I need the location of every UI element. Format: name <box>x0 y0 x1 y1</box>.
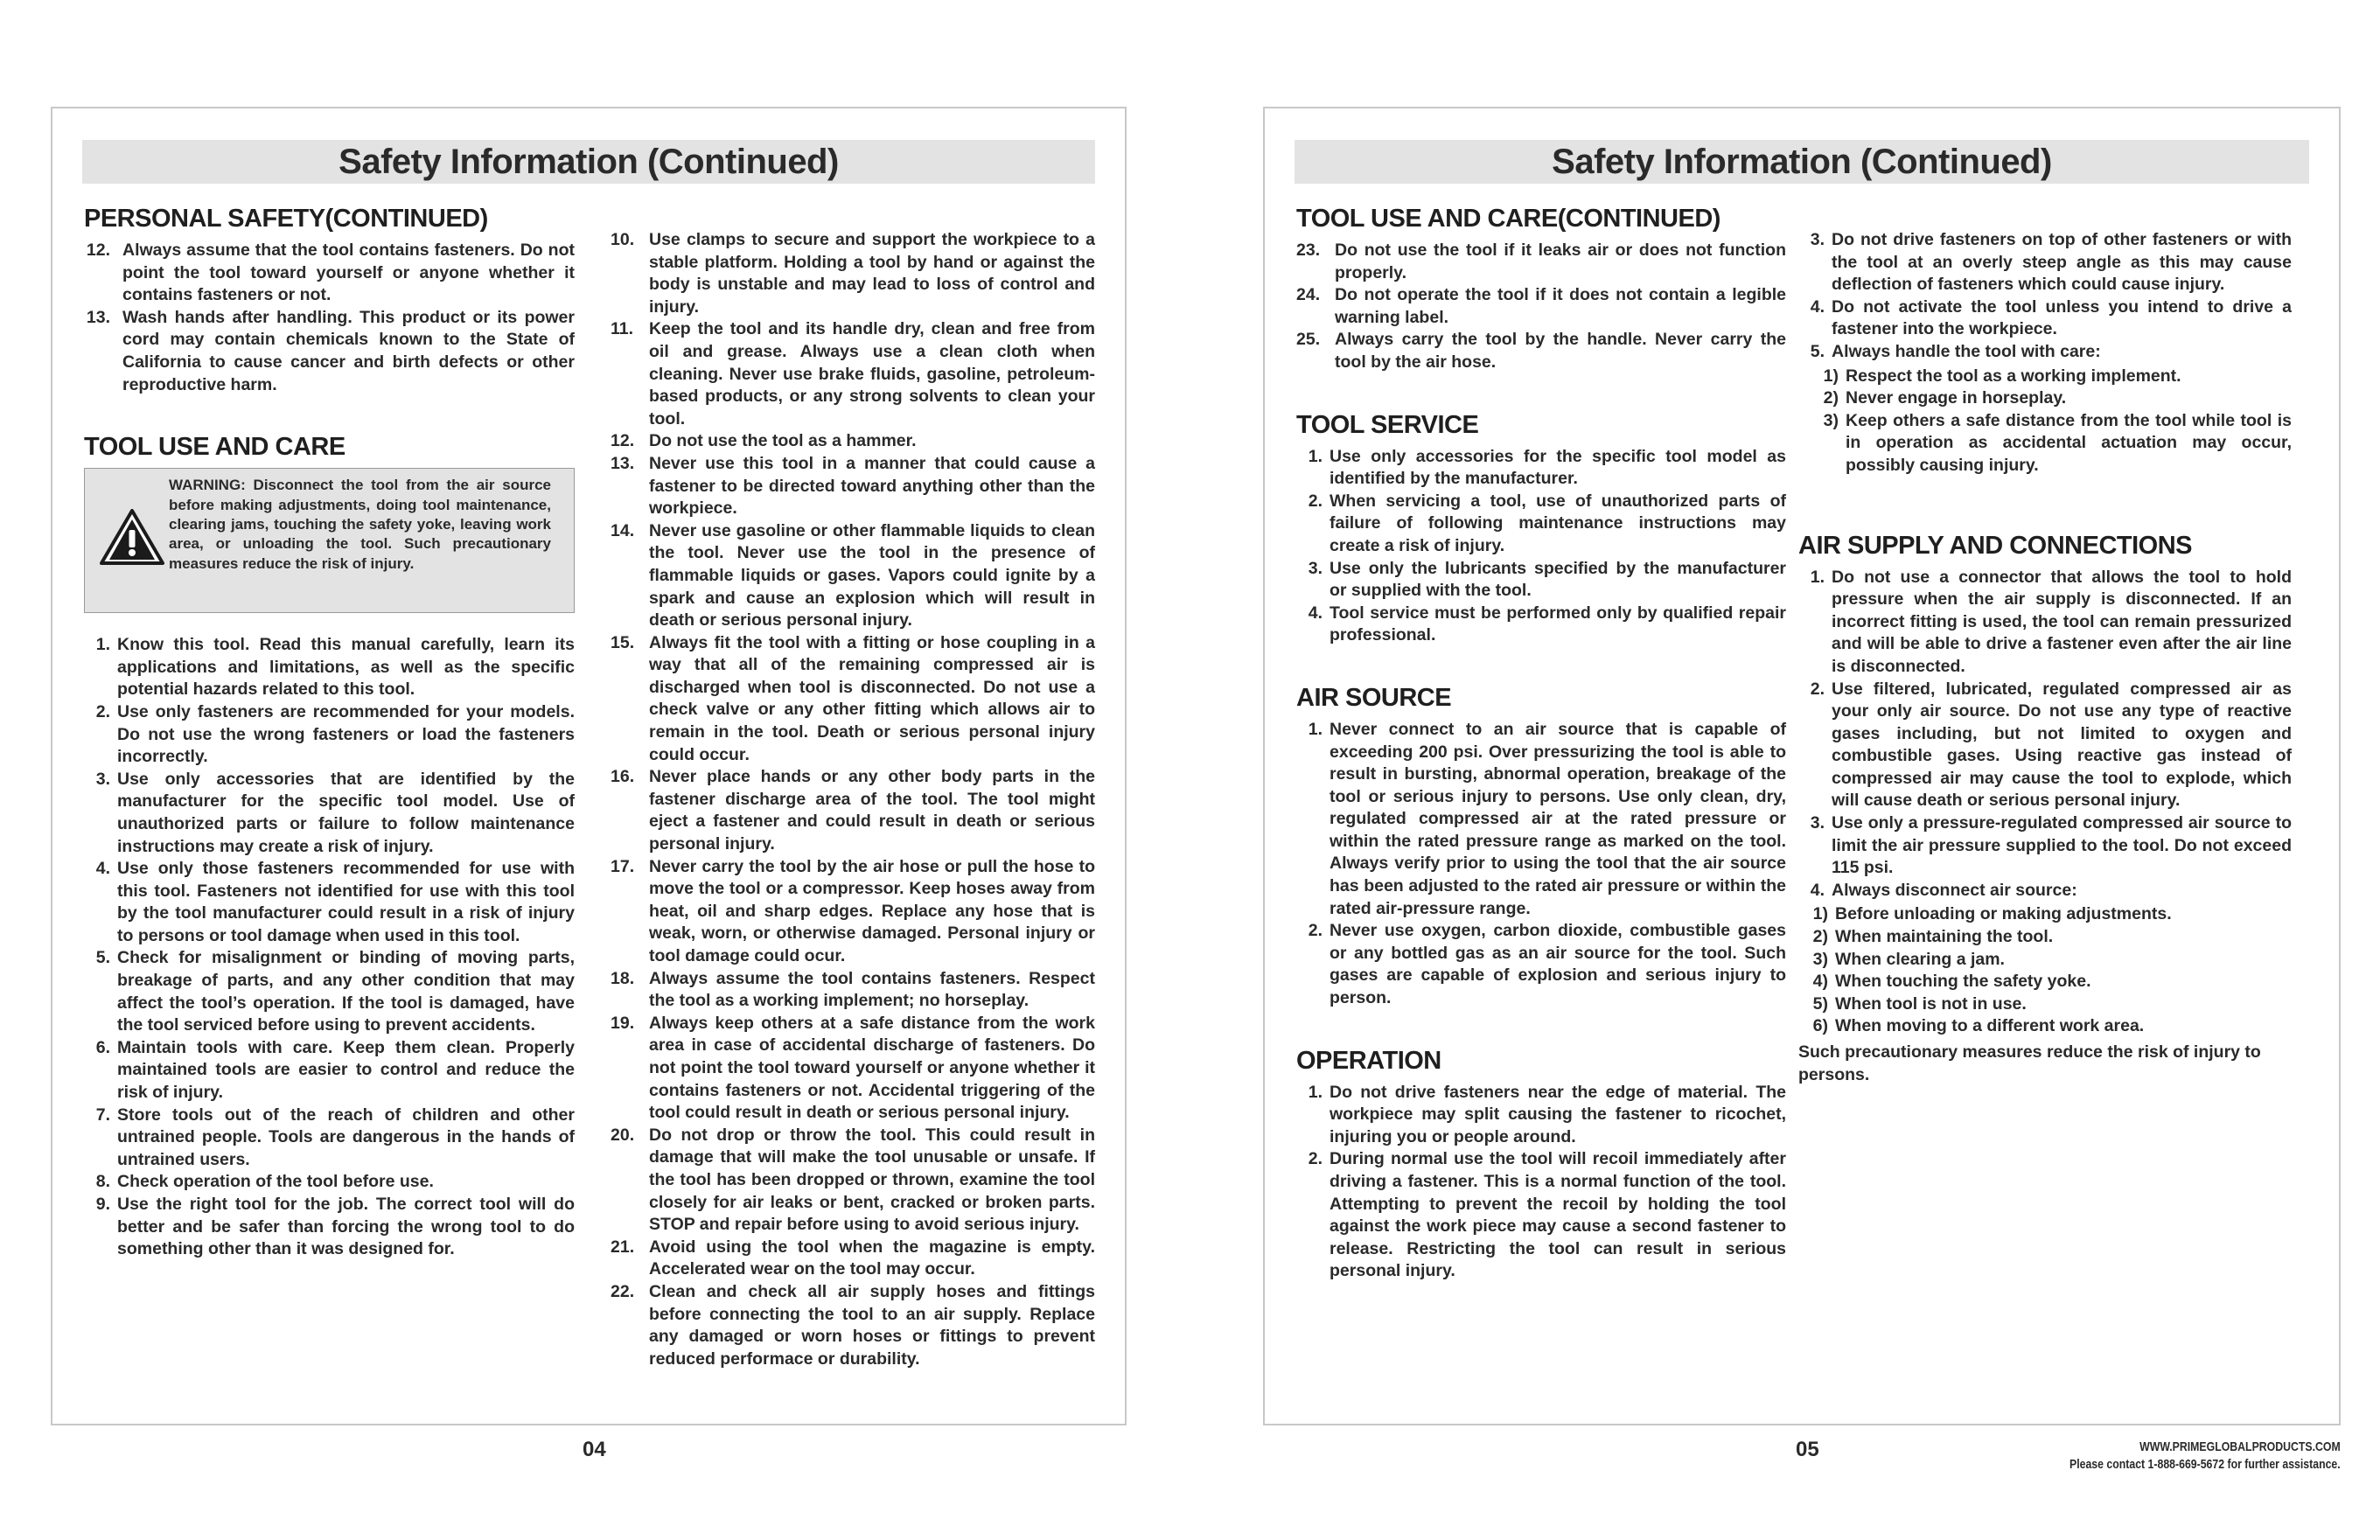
list-item: 7. Store tools out of the reach of children and other untrained people. Tools are dangerous in the hands of untrained users. <box>95 1104 575 1169</box>
page-title: Safety Information (Continued) <box>82 140 1095 184</box>
warning-triangle-icon <box>99 507 165 567</box>
list-item: 1) Before unloading or making adjustments. <box>1812 904 2172 924</box>
list-item: 12. Do not use the tool as a hammer. <box>611 431 917 451</box>
left-column-2 <box>611 229 1095 1370</box>
list-item: 2. Use only fasteners are recommended for your models. Do not use the wrong fasteners or load the fasteners incorrectly. <box>95 701 575 767</box>
list-item: 3) When clearing a jam. <box>1812 949 2005 969</box>
list-item: 1. Do not drive fasteners near the edge of material. The workpiece may split causing the fastener to ricochet, injuring you or people around. <box>1308 1082 1786 1146</box>
left-column-1 <box>84 203 575 1261</box>
contact-phone: Please contact 1-888-669-5672 for further assistance. <box>2069 1457 2341 1472</box>
personal-safety-list <box>84 240 575 396</box>
list-item: 21. Avoid using the tool when the magazine is empty. Accelerated wear on the tool may occur. <box>611 1237 1095 1279</box>
list-item: 25. Always carry the tool by the handle. Never carry the tool by the air hose. <box>1296 330 1786 372</box>
list-item: 9. Use the right tool for the job. The correct tool will do better and be safer than forcing the wrong tool to do something other than it was designed for. <box>95 1195 575 1259</box>
section-heading-operation: OPERATION <box>1296 1046 1441 1075</box>
list-item: 5) When tool is not in use. <box>1812 993 2027 1014</box>
tool-use-list <box>1296 240 1786 374</box>
list-item: 1. Do not use a connector that allows the tool to hold pressure when the air supply is disconnected. If an incorrect fitting is used, the tool can remain pressurized and will be able to drive a fastener even after the air line is disconnected. <box>1810 567 2292 676</box>
list-item: 24. Do not operate the tool if it does not contain a legible warning label. <box>1296 285 1786 327</box>
list-item: 2. Never use oxygen, carbon dioxide, combustible gases or any bottled gas as an air source for the tool. Such gases are capable of explosion and serious injury to person. <box>1308 921 1786 1008</box>
list-item: 4) When touching the safety yoke. <box>1812 972 2091 992</box>
list-item: 11. Keep the tool and its handle dry, clean and free from oil and grease. Always use a clean cloth when cleaning. Never use brake fluids, gasoline, petroleum-based products, or any strong solvents to clean your tool. <box>611 319 1095 429</box>
operation-list-continued <box>1798 229 2292 364</box>
manual-page-right <box>1263 107 2341 1425</box>
list-item: 1. Never connect to an air source that is capable of exceeding 200 psi. Over pressurizing the tool is able to result in bursting, abnormal operation, breakage of the tool or serious injury to persons. Use only clean, dry, regulated compressed air at the rated pressure or within the rated pressure range as marked on the tool. Always verify prior to using the tool that the air source has been adjusted to the rated air pressure or within the rated air-pressure range. <box>1308 719 1786 918</box>
list-item: 3. Use only the lubricants specified by the manufacturer or supplied with the tool. <box>1308 558 1786 601</box>
list-item: 4. Always disconnect air source: <box>1810 880 2077 900</box>
list-item: 10. Use clamps to secure and support the workpiece to a stable platform. Holding a tool by hand or against the body is unstable and may lead to loss of control and injury. <box>611 230 1095 317</box>
list-item: 16. Never place hands or any other body parts in the fastener discharge area of the tool. The tool might eject a fastener and could result in death or serious personal injury. <box>611 767 1095 854</box>
right-column-2 <box>1798 229 2292 1086</box>
list-item: 5. Check for misalignment or binding of moving parts, breakage of parts, and any other condition that may affect the tool’s operation. If the tool is damaged, have the tool serviced before using to prevent accidents. <box>95 948 575 1035</box>
list-item: 13. Wash hands after handling. This product or its power cord may contain chemicals known to the State of California to cause cancer and birth defects or other reproductive harm. <box>86 307 575 394</box>
list-item: 12. Always assume that the tool contains fasteners. Do not point the tool toward yourself or anyone whether it contains fasteners or not. <box>86 240 575 305</box>
list-item: 8. Check operation of the tool before use. <box>95 1172 434 1192</box>
list-item: 3) Keep others a safe distance from the tool while tool is in operation as accidental actuation may occur, possibly causing injury. <box>1823 410 2292 475</box>
list-item: 5. Always handle the tool with care: <box>1810 341 2101 361</box>
list-item: 15. Always fit the tool with a fitting or hose coupling in a way that all of the remaining compressed air is discharged when tool is disconnected. Do not use a check valve or any other fitting which allows air to remain in the tool. Death or serious personal injury could occur. <box>611 632 1095 764</box>
list-item: 20. Do not drop or throw the tool. This could result in damage that will make the tool unusable or unsafe. If the tool has been dropped or thrown, examine the tool closely for air leaks or bent, cracked or broken parts. STOP and repair before using to avoid serious injury. <box>611 1125 1095 1235</box>
list-item: 2) When maintaining the tool. <box>1812 927 2054 947</box>
air-source-list <box>1296 719 1786 1010</box>
list-item: 6) When moving to a different work area. <box>1812 1016 2145 1036</box>
list-item: 4. Tool service must be performed only by qualified repair professional. <box>1308 603 1786 645</box>
list-item: 1. Know this tool. Read this manual carefully, learn its applications and limitations, as well as the specific potential hazards related to this tool. <box>95 635 575 700</box>
section-heading-air-supply: AIR SUPPLY AND CONNECTIONS <box>1798 531 2192 560</box>
list-item: 6. Maintain tools with care. Keep them clean. Properly maintained tools are easier to control and reduce the risk of injury. <box>95 1037 575 1103</box>
list-item: 18. Always assume the tool contains fasteners. Respect the tool as a working implement; no horseplay. <box>611 968 1095 1011</box>
list-item: 3. Use only accessories that are identified by the manufacturer for the specific tool model. Use of unauthorized parts or failure to follow maintenance instructions may create a risk of injury. <box>95 769 575 856</box>
list-item: 17. Never carry the tool by the air hose or pull the hose to move the tool or a compressor. Keep hoses away from heat, oil and sharp edges. Replace any hose that is weak, worn, or otherwise damaged. Personal injury or tool damage could ocur. <box>611 856 1095 965</box>
list-item: 3. Do not drive fasteners on top of other fasteners or with the tool at an overly steep angle as this may cause deflection of fasteners which could cause injury. <box>1810 230 2292 295</box>
warning-box <box>84 468 575 613</box>
manual-page-left <box>51 107 1127 1425</box>
page-title: Safety Information (Continued) <box>1295 140 2309 184</box>
list-item: 19. Always keep others at a safe distance from the work area in case of accidental discharge of fasteners. Do not point the tool toward yourself or anyone whether it contains fasteners or not. Accidental triggering of the tool could result in death or serious personal injury. <box>611 1013 1095 1123</box>
list-item: 4. Use only those fasteners recommended for use with this tool. Fasteners not identified for use with this tool by the tool manufacturer could result in a risk of injury to persons or tool damage when used in this tool. <box>95 859 575 945</box>
tool-service-list <box>1296 446 1786 647</box>
list-item: 2. When servicing a tool, use of unauthorized parts of failure of following maintenance instructions may create a risk of injury. <box>1308 491 1786 555</box>
precaution-note: Such precautionary measures reduce the risk of injury to persons. <box>1798 1042 2261 1084</box>
section-heading-personal-safety: PERSONAL SAFETY(CONTINUED) <box>84 205 488 233</box>
list-item: 3. Use only a pressure-regulated compressed air source to limit the air pressure supplied to the tool. Do not exceed 115 psi. <box>1810 813 2292 878</box>
website-link[interactable]: WWW.PRIMEGLOBALPRODUCTS.COM <box>2139 1439 2341 1454</box>
section-heading-tool-use-continued: TOOL USE AND CARE(CONTINUED) <box>1296 205 1720 233</box>
list-item: 2. Use filtered, lubricated, regulated compressed air as your only air source. Do not use any type of reactive gases including, but not limited to oxygen and combustible gases. Using reactive gas instead of compressed air may cause the tool to explode, which will cause death or serious personal injury. <box>1810 679 2292 811</box>
list-item: 2) Never engage in horseplay. <box>1823 388 2067 408</box>
contact-info <box>2069 1439 2341 1474</box>
list-item: 22. Clean and check all air supply hoses and fittings before connecting the tool to an air supply. Replace any damaged or worn hoses or fittings to prevent reduced performace or durability. <box>611 1281 1095 1369</box>
list-item: 4. Do not activate the tool unless you intend to drive a fastener into the workpiece. <box>1810 296 2292 339</box>
section-heading-tool-use: TOOL USE AND CARE <box>84 433 345 462</box>
list-item: 14. Never use gasoline or other flammable liquids to clean the tool. Never use the tool in the presence of flammable liquids or gases. Vapors could ignite by a spark and cause an explosion which will result in death or serious personal injury. <box>611 520 1095 631</box>
list-item: 1. Use only accessories for the specific tool model as identified by the manufacturer. <box>1308 446 1786 489</box>
list-item: 13. Never use this tool in a manner that could cause a fastener to be directed toward anything other than the workpiece. <box>611 453 1095 519</box>
list-item: 23. Do not use the tool if it leaks air or does not function properly. <box>1296 240 1786 282</box>
section-heading-tool-service: TOOL SERVICE <box>1296 410 1479 439</box>
disconnect-sublist <box>1804 903 2292 1038</box>
tool-use-list-continued <box>611 229 1095 1370</box>
air-supply-list <box>1798 567 2292 902</box>
operation-list <box>1296 1082 1786 1283</box>
list-item: 1) Respect the tool as a working implement. <box>1823 366 2181 386</box>
tool-use-list <box>84 634 575 1261</box>
list-item: 2. During normal use the tool will recoil immediately after driving a fastener. This is a normal function of the tool. Attempting to prevent the recoil by holding the tool against the work piece may cause a second fastener to release. Restricting the tool can result in serious personal injury. <box>1308 1149 1786 1281</box>
care-sublist <box>1814 366 2292 477</box>
right-column-1 <box>1296 203 1786 1283</box>
warning-text: WARNING: Disconnect the tool from the air source before making adjustments, doing tool maintenance, clearing jams, touching the safety yoke, leaving work area, or unloading the tool. Such precautionary measures reduce the risk of injury. <box>169 477 551 572</box>
section-heading-air-source: AIR SOURCE <box>1296 683 1452 712</box>
page-number-left: 04 <box>583 1438 606 1461</box>
page-number-right: 05 <box>1796 1438 1819 1461</box>
